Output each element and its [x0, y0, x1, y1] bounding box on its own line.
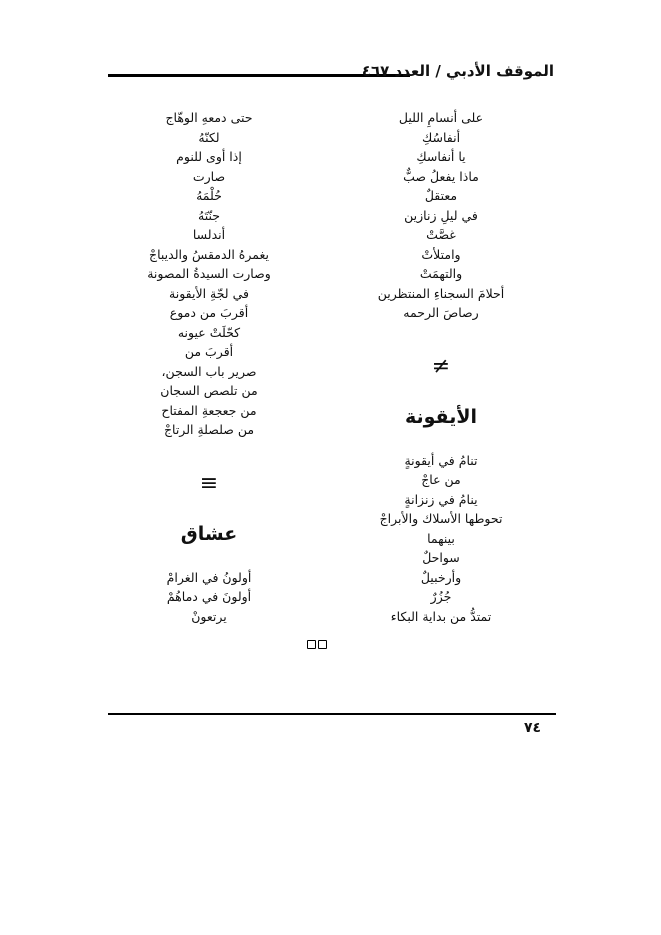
footer-rule [108, 713, 556, 715]
poem-line: جنّتَهُ [198, 207, 220, 223]
poem-line: حتى دمعهِ الوهّاج [165, 110, 253, 125]
poem-line: وامتلأتْ [421, 246, 461, 262]
poem-line: أقربَ من [184, 344, 234, 359]
end-of-text-marker-icon [307, 640, 327, 649]
poem-line: تحوطها الأسلاك والأبراجْ [379, 511, 503, 526]
poem-line: ماذا يفعلُ صبٌّ [403, 168, 479, 184]
poem-line: ينامُ في زنزانةٍ [404, 491, 478, 507]
section-title-lovers-poem: عشاق [180, 522, 238, 545]
journal-title: الموقف الأدبي / العدد ٤٦٧ [361, 62, 554, 80]
identical-symbol: ≡ [199, 470, 219, 496]
page-number: ٧٤ [524, 720, 542, 736]
poem-line: في ليلِ زنازين [404, 207, 478, 223]
poem-line: سواحلٌ [422, 550, 460, 565]
poem-line: من عاجْ [421, 472, 461, 487]
poem-line: تمتدُّ من بداية البكاء [390, 608, 492, 624]
poem-line: صرير باب السجن، [161, 363, 257, 379]
poem-line: وأرخبيلٌ [420, 569, 462, 585]
poem-line: في لجّةِ الأيقونة [169, 285, 249, 301]
poem-line: صارت [192, 168, 226, 184]
left-column [104, 108, 314, 626]
square-icon [307, 640, 316, 649]
poem-line: يرتعونْ [191, 608, 227, 624]
poem-line: أقربَ من دموع [169, 305, 249, 320]
right-column [336, 108, 546, 626]
poem-line: معتقلٌ [424, 188, 458, 203]
poem-line: وصارت السيدةُ المصونة [147, 266, 271, 281]
not-equal-symbol: ≠ [431, 353, 451, 379]
poem-line: من تلصص السجان [160, 383, 258, 398]
square-icon [318, 640, 327, 649]
poem-line: كحّلَتْ عيونه [177, 324, 241, 340]
poem-line: على أنسامِ الليل [398, 110, 484, 125]
poem-line: أنفاسُكِ [421, 129, 461, 145]
poem-line: إذا أوى للنوم [176, 149, 242, 164]
poem-line: أولونَ في دماهُمْ [166, 589, 252, 604]
poem-line: لكنّهُ [198, 129, 220, 145]
poem-line: غصَّتْ [426, 227, 456, 242]
poem-line: أولونُ في الغرامْ [166, 569, 252, 585]
poem-line: حُلْمَهُ [196, 188, 222, 203]
poem-line: أحلامَ السجناءِ المنتظرين [377, 285, 505, 301]
poem-line: والتهمَتْ [419, 266, 463, 281]
poem-line: أندلسا [192, 227, 226, 242]
poem-line: من صلصلةِ الرتاجْ [163, 422, 255, 437]
poem-line: رصاصَ الرحمه [403, 305, 479, 320]
page-header [108, 62, 556, 86]
poem-line: يا أنفاسكِ [416, 149, 466, 164]
poem-line: تنامُ في أيقونةٍ [404, 452, 478, 468]
poem-line: جُزُرٌ [430, 589, 452, 604]
poem-line: يغمرهُ الدمقسُ والديباجْ [149, 246, 269, 262]
poem-line: من جعجعةِ المفتاح [161, 402, 257, 418]
poem-line: بينهما [427, 530, 455, 546]
section-title-icon-poem: الأيقونة [404, 405, 478, 428]
